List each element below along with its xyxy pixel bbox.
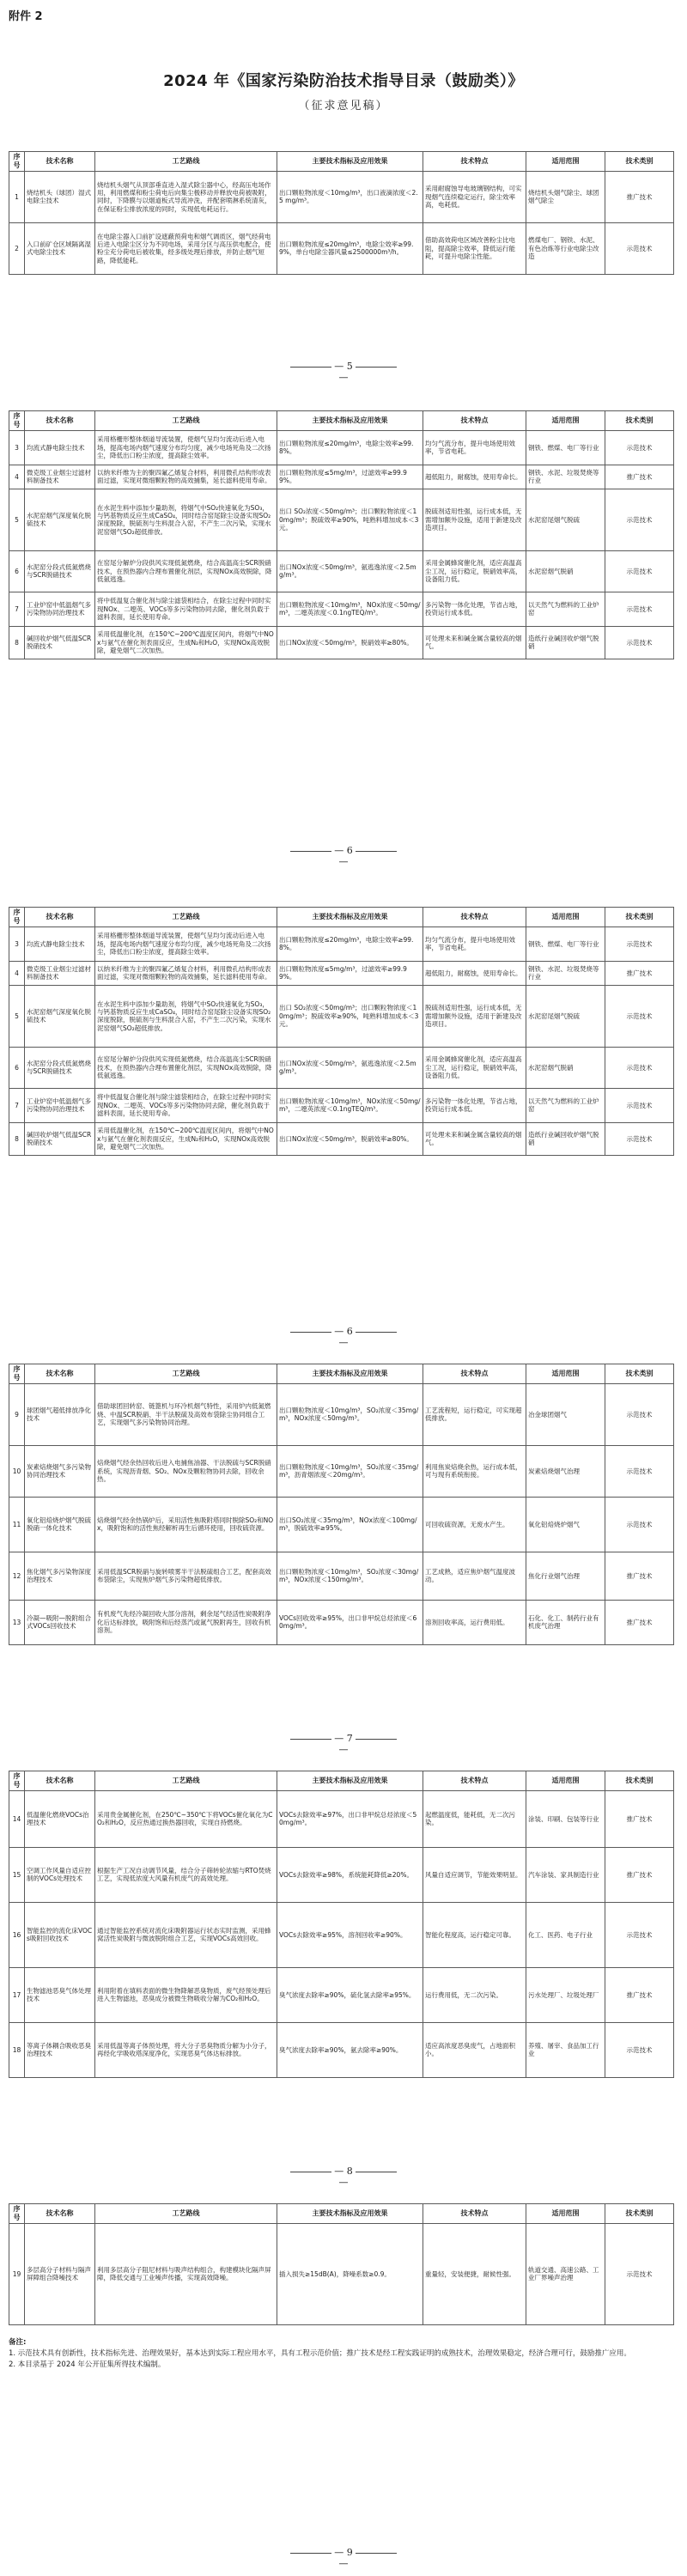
table-row [9, 1047, 674, 1088]
col-header-effect: 主要技术指标及应用效果 [277, 1364, 423, 1384]
cell-name: 智能监控的流化床VOCs吸附回收技术 [25, 1902, 95, 1967]
cell-features: 适应高浓度恶臭废气，占地面积小。 [423, 2022, 526, 2077]
page-number-separator [0, 361, 687, 383]
cell-category: 示范技术 [605, 626, 674, 659]
col-header-scope: 适用范围 [526, 1771, 605, 1791]
cell-process: 采用低温催化剂，在150℃~200℃温度区间内，将烟气中NOx与氨气在催化剂表面反应，生成N₂和H₂O，实现NOx高效脱除，避免烟气二次加热。 [95, 1122, 277, 1155]
page-number: — 8 — [334, 2166, 353, 2188]
cell-process: 有机废气先经冷凝回收大部分溶剂，剩余尾气经活性炭吸附净化后达标排放，吸附饱和后经蒸汽或氮气脱附再生，回收有机溶剂。 [95, 1600, 277, 1644]
cell-name: 微克级工业烟尘过滤材料制备技术 [25, 465, 95, 489]
cell-name: 冷凝—吸附—脱附组合式VOCs回收技术 [25, 1600, 95, 1644]
col-header-scope: 适用范围 [526, 2204, 605, 2224]
cell-category: 示范技术 [605, 1122, 674, 1155]
cell-no: 3 [9, 430, 25, 465]
cell-scope: 水泥窑尾烟气脱硫 [526, 489, 605, 550]
col-header-process: 工艺路线 [95, 2204, 277, 2224]
table-block-2 [9, 410, 673, 659]
cell-no: 4 [9, 465, 25, 489]
cell-scope: 钢铁、水泥、垃圾焚烧等行业 [526, 465, 605, 489]
cell-name: 生物滤池恶臭气体处理技术 [25, 1967, 95, 2022]
cell-no: 9 [9, 1383, 25, 1445]
cell-no: 19 [9, 2223, 25, 2324]
cell-features: 运行费用低，无二次污染。 [423, 1967, 526, 2022]
cell-scope: 涂装、印刷、包装等行业 [526, 1790, 605, 1847]
cell-effect: 出口NOx浓度＜50mg/m³，脱硝效率≥80%。 [277, 1122, 423, 1155]
cell-name: 微克级工业烟尘过滤材料制备技术 [25, 961, 95, 985]
cell-effect: 出口 SO₂浓度＜50mg/m³；出口颗粒物浓度＜10mg/m³；脱硫效率≥90%，吨熟料增加成本＜3元。 [277, 985, 423, 1047]
col-header-features: 技术特点 [423, 908, 526, 927]
cell-no: 15 [9, 1847, 25, 1902]
col-header-category: 技术类别 [605, 411, 674, 431]
cell-category: 推广技术 [605, 1600, 674, 1644]
cell-scope: 以天然气为燃料的工业炉窑 [526, 592, 605, 626]
cell-effect: 出口 SO₂浓度＜50mg/m³；出口颗粒物浓度＜10mg/m³；脱硫效率≥90%，吨熟料增加成本＜3元。 [277, 489, 423, 550]
cell-scope: 汽车涂装、家具制造行业 [526, 1847, 605, 1902]
cell-scope: 氧化铝焙烧炉烟气 [526, 1497, 605, 1552]
cell-no: 8 [9, 1122, 25, 1155]
table-row [9, 2223, 674, 2324]
cell-no: 17 [9, 1967, 25, 2022]
cell-name: 碱回收炉烟气低温SCR脱硝技术 [25, 1122, 95, 1155]
col-header-scope: 适用范围 [526, 1364, 605, 1384]
cell-no: 7 [9, 592, 25, 626]
cell-effect: 出口SO₂浓度＜35mg/m³，NOx浓度＜100mg/m³，脱硫效率≥95%。 [277, 1497, 423, 1552]
cell-process: 烧结机头烟气从顶部垂直进入湿式除尘器中心，经高压电场作用，利用燃煤和粉尘荷电后向集尘极移动并释放电荷被吸附，同时，下降膜与以烟道板式导流冲洗，并配套喷淋系统清灰，在保证粉尘排放浓度的同时，实现低电耗运行。 [95, 171, 277, 222]
cell-no: 8 [9, 626, 25, 659]
cell-features: 可回收硫资源，无废水产生。 [423, 1497, 526, 1552]
page-number-separator [0, 2166, 687, 2188]
col-header-category: 技术类别 [605, 152, 674, 172]
page-number: — 5 — [334, 361, 353, 383]
cell-scope: 以天然气为燃料的工业炉窑 [526, 1088, 605, 1122]
cell-features: 智能化程度高，运行稳定可靠。 [423, 1902, 526, 1967]
cell-scope: 水泥窑烟气脱硝 [526, 550, 605, 592]
cell-scope: 钢铁、燃煤、电厂等行业 [526, 927, 605, 961]
table-row [9, 1967, 674, 2022]
cell-process: 借助球团回转窑、链篦机与环冷机烟气特性，采用炉内低氮燃烧、中温SCR脱硝、半干法脱硫及高效布袋除尘协同组合工艺，实现烟气多污染物协同治理。 [95, 1383, 277, 1445]
page-number: — 6 — [334, 845, 353, 867]
cell-scope: 造纸行业碱回收炉烟气脱硝 [526, 626, 605, 659]
cell-process: 焙烧烟气经余热锅炉后，采用活性焦吸附塔同时脱除SO₂和NOx，吸附饱和的活性焦经解析再生后循环使用，回收硫资源。 [95, 1497, 277, 1552]
cell-name: 碱回收炉烟气低温SCR脱硝技术 [25, 626, 95, 659]
cell-features: 超低阻力，耐腐蚀，使用寿命长。 [423, 465, 526, 489]
col-header-no: 序号 [9, 152, 25, 172]
cell-features: 超低阻力，耐腐蚀，使用寿命长。 [423, 961, 526, 985]
cell-name: 水泥窑分段式低氮燃烧与SCR脱硝技术 [25, 550, 95, 592]
table-row [9, 592, 674, 626]
table-header-row [9, 908, 674, 927]
cell-category: 示范技术 [605, 2022, 674, 2077]
table-row [9, 1552, 674, 1600]
table-block-3 [9, 907, 673, 1156]
table-row [9, 1790, 674, 1847]
table-row [9, 1445, 674, 1497]
cell-process: 利用多层高分子阻尼材料与吸声结构组合，构建模块化隔声屏障，降低交通与工业噪声传播，实现高效降噪。 [95, 2223, 277, 2324]
cell-process: 采用低温SCR脱硝与旋转喷雾半干法脱硫组合工艺，配套高效布袋除尘，实现焦炉烟气多污染物超低排放。 [95, 1552, 277, 1600]
cell-category: 示范技术 [605, 927, 674, 961]
table-row [9, 1497, 674, 1552]
cell-scope: 造纸行业碱回收炉烟气脱硝 [526, 1122, 605, 1155]
col-header-name: 技术名称 [25, 2204, 95, 2224]
cell-name: 多层高分子材料与隔声屏障组合降噪技术 [25, 2223, 95, 2324]
cell-name: 水泥窑分段式低氮燃烧与SCR脱硝技术 [25, 1047, 95, 1088]
col-header-process: 工艺路线 [95, 411, 277, 431]
cell-effect: VOCs去除效率≥95%，溶剂回收率≥90%。 [277, 1902, 423, 1967]
cell-scope: 水泥窑烟气脱硝 [526, 1047, 605, 1088]
cell-scope: 水泥窑尾烟气脱硫 [526, 985, 605, 1047]
cell-no: 2 [9, 222, 25, 274]
cell-category: 示范技术 [605, 1497, 674, 1552]
table-row [9, 430, 674, 465]
cell-process: 通过智能监控系统对流化床吸附器运行状态实时监测，采用蜂窝活性炭吸附与微波脱附组合工艺，实现VOCs高效回收。 [95, 1902, 277, 1967]
cell-category: 推广技术 [605, 465, 674, 489]
col-header-effect: 主要技术指标及应用效果 [277, 908, 423, 927]
cell-category: 示范技术 [605, 592, 674, 626]
cell-no: 6 [9, 550, 25, 592]
col-header-name: 技术名称 [25, 1364, 95, 1384]
cell-process: 根据生产工况自动调节风量，结合分子筛转轮浓缩与RTO焚烧工艺，实现低浓度大风量有机废气的高效处理。 [95, 1847, 277, 1902]
table-row [9, 961, 674, 985]
table-header-row [9, 1771, 674, 1791]
document-subtitle: （征求意见稿） [298, 100, 389, 112]
technology-table [9, 1364, 674, 1645]
cell-scope: 钢铁、水泥、垃圾焚烧等行业 [526, 961, 605, 985]
table-row [9, 1902, 674, 1967]
cell-category: 示范技术 [605, 489, 674, 550]
cell-process: 采用低温催化剂，在150℃~200℃温度区间内，将烟气中NOx与氨气在催化剂表面反应，生成N₂和H₂O，实现NOx高效脱除，避免烟气二次加热。 [95, 626, 277, 659]
cell-process: 将中低温复合催化剂与除尘滤袋相结合，在除尘过程中同时实现NOx、二噁英、VOCs等多污染物协同去除，催化剂负载于滤料表面，延长使用寿命。 [95, 592, 277, 626]
col-header-category: 技术类别 [605, 1771, 674, 1791]
technology-table [9, 907, 674, 1156]
cell-process: 在水泥生料中添加少量助剂，将烟气中SO₂快速氧化为SO₃，与钙基物质反应生成CaSO₄，同时结合窑尾除尘设备实现SO₂深度脱除，脱硫剂与生料混合入窑，不产生二次污染，实现水泥窑烟气SO₂超低排放。 [95, 985, 277, 1047]
cell-category: 示范技术 [605, 1902, 674, 1967]
document-header [0, 0, 687, 146]
cell-process: 在窑尾分解炉分段供风实现低氮燃烧，结合高温高尘SCR脱硝技术，在预热器内合理布置催化剂层，实现NOx高效脱除，降低氨逃逸。 [95, 1047, 277, 1088]
cell-features: 借助高效荷电区域改善粉尘比电阻，提高除尘效率，降低运行能耗，可提升电除尘性能。 [423, 222, 526, 274]
cell-scope: 烧结机头烟气除尘、球团烟气除尘 [526, 171, 605, 222]
col-header-name: 技术名称 [25, 1771, 95, 1791]
technology-table [9, 1771, 674, 2078]
cell-process: 采用贵金属催化剂，在250℃~350℃下将VOCs催化氧化为CO₂和H₂O，反应热通过换热器回收，实现自持燃烧。 [95, 1790, 277, 1847]
cell-features: 采用耐腐蚀导电玻璃钢结构，可实现烟气连续稳定运行，除尘效率高，电耗低。 [423, 171, 526, 222]
col-header-effect: 主要技术指标及应用效果 [277, 1771, 423, 1791]
table-block-1 [9, 151, 673, 275]
col-header-no: 序号 [9, 908, 25, 927]
cell-effect: VOCs回收效率≥95%，出口非甲烷总烃浓度＜60mg/m³。 [277, 1600, 423, 1644]
cell-name: 工业炉窑中低温烟气多污染物协同治理技术 [25, 1088, 95, 1122]
cell-no: 3 [9, 927, 25, 961]
cell-effect: 出口颗粒物浓度＜10mg/m³，出口液滴浓度＜2.5 mg/m³。 [277, 171, 423, 222]
cell-effect: 出口颗粒物浓度＜10mg/m³，SO₂浓度＜35mg/m³，NOx浓度＜50mg/m³。 [277, 1383, 423, 1445]
cell-effect: 出口NOx浓度＜50mg/m³，氨逃逸浓度＜2.5mg/m³。 [277, 1047, 423, 1088]
table-row [9, 1847, 674, 1902]
cell-no: 13 [9, 1600, 25, 1644]
cell-category: 示范技术 [605, 222, 674, 274]
cell-name: 均流式静电除尘技术 [25, 927, 95, 961]
cell-effect: 臭气浓度去除率≥90%，氨去除率≥90%。 [277, 2022, 423, 2077]
col-header-process: 工艺路线 [95, 1364, 277, 1384]
table-row [9, 1122, 674, 1155]
cell-process: 在水泥生料中添加少量助剂，将烟气中SO₂快速氧化为SO₃，与钙基物质反应生成CaSO₄，同时结合窑尾除尘设备实现SO₂深度脱除，脱硫剂与生料混合入窑，不产生二次污染，实现水泥窑烟气SO₂超低排放。 [95, 489, 277, 550]
cell-no: 11 [9, 1497, 25, 1552]
cell-category: 示范技术 [605, 1383, 674, 1445]
cell-effect: VOCs去除效率≥97%，出口非甲烷总烃浓度＜50mg/m³。 [277, 1790, 423, 1847]
col-header-process: 工艺路线 [95, 1771, 277, 1791]
cell-name: 低温催化燃烧VOCs治理技术 [25, 1790, 95, 1847]
page-number-separator [0, 1733, 687, 1755]
col-header-process: 工艺路线 [95, 152, 277, 172]
cell-scope: 钢铁、燃煤、电厂等行业 [526, 430, 605, 465]
cell-features: 多污染物一体化处理，节省占地，投资运行成本低。 [423, 592, 526, 626]
col-header-category: 技术类别 [605, 1364, 674, 1384]
cell-name: 均流式静电除尘技术 [25, 430, 95, 465]
cell-name: 等离子体耦合吸收恶臭治理技术 [25, 2022, 95, 2077]
notes-line: 2. 本目录基于 2024 年公开征集所得技术编制。 [9, 2360, 166, 2370]
cell-effect: 插入损失≥15dB(A)，降噪系数≥0.9。 [277, 2223, 423, 2324]
table-row [9, 550, 674, 592]
col-header-category: 技术类别 [605, 2204, 674, 2224]
cell-no: 14 [9, 1790, 25, 1847]
cell-effect: 出口颗粒物浓度＜10mg/m³，NOx浓度＜50mg/m³，二噁英浓度＜0.1ngTEQ/m³。 [277, 1088, 423, 1122]
cell-no: 18 [9, 2022, 25, 2077]
cell-scope: 养殖、屠宰、食品加工行业 [526, 2022, 605, 2077]
cell-category: 推广技术 [605, 1790, 674, 1847]
table-row [9, 171, 674, 222]
table-row [9, 626, 674, 659]
table-header-row [9, 1364, 674, 1384]
cell-name: 焦化烟气多污染物深度治理技术 [25, 1552, 95, 1600]
table-row [9, 1600, 674, 1644]
cell-process: 在窑尾分解炉分段供风实现低氮燃烧，结合高温高尘SCR脱硝技术，在预热器内合理布置催化剂层，实现NOx高效脱除，降低氨逃逸。 [95, 550, 277, 592]
col-header-no: 序号 [9, 1771, 25, 1791]
cell-process: 焙烧烟气经余热回收后进入电捕焦油器、干法脱硫与SCR脱硝系统，实现沥青烟、SO₂、NOx及颗粒物协同去除，回收余热。 [95, 1445, 277, 1497]
col-header-name: 技术名称 [25, 411, 95, 431]
cell-category: 示范技术 [605, 550, 674, 592]
col-header-no: 序号 [9, 411, 25, 431]
col-header-effect: 主要技术指标及应用效果 [277, 2204, 423, 2224]
cell-name: 水泥窑烟气深度氧化脱硫技术 [25, 489, 95, 550]
cell-no: 7 [9, 1088, 25, 1122]
technology-table [9, 2203, 674, 2325]
cell-effect: 出口颗粒物浓度≤5mg/m³，过滤效率≥99.99%。 [277, 961, 423, 985]
cell-category: 示范技术 [605, 1088, 674, 1122]
table-row [9, 927, 674, 961]
cell-effect: 出口NOx浓度＜50mg/m³，脱硝效率≥80%。 [277, 626, 423, 659]
cell-no: 10 [9, 1445, 25, 1497]
page-number-separator [0, 2547, 687, 2569]
cell-effect: 出口颗粒物浓度≤20mg/m³，电除尘效率≥99.9%，单台电除尘器风量≤2500000m³/h。 [277, 222, 423, 274]
cell-process: 利用附着在填料表面的微生物降解恶臭物质，废气经预处理后进入生物滤池，恶臭成分被微生物吸收分解为CO₂和H₂O。 [95, 1967, 277, 2022]
cell-features: 起燃温度低，能耗低，无二次污染。 [423, 1790, 526, 1847]
cell-scope: 焦化行业烟气治理 [526, 1552, 605, 1600]
cell-name: 空调工作风量自适应控制的VOCs处理技术 [25, 1847, 95, 1902]
technology-table [9, 410, 674, 659]
cell-category: 示范技术 [605, 2223, 674, 2324]
table-header-row [9, 411, 674, 431]
cell-features: 溶剂回收率高，运行费用低。 [423, 1600, 526, 1644]
cell-name: 水泥窑烟气深度氧化脱硫技术 [25, 985, 95, 1047]
col-header-no: 序号 [9, 1364, 25, 1384]
col-header-effect: 主要技术指标及应用效果 [277, 152, 423, 172]
table-row [9, 489, 674, 550]
cell-no: 1 [9, 171, 25, 222]
page-number: — 6 — [334, 1326, 353, 1348]
cell-scope: 污水处理厂、垃圾处理厂 [526, 1967, 605, 2022]
cell-no: 12 [9, 1552, 25, 1600]
col-header-name: 技术名称 [25, 908, 95, 927]
cell-scope: 燃煤电厂、钢铁、水泥、有色冶炼等行业电除尘改造 [526, 222, 605, 274]
cell-effect: 出口颗粒物浓度≤20mg/m³，电除尘效率≥99.8%。 [277, 430, 423, 465]
cell-no: 5 [9, 489, 25, 550]
cell-effect: 出口NOx浓度＜50mg/m³，氨逃逸浓度＜2.5mg/m³。 [277, 550, 423, 592]
cell-category: 示范技术 [605, 430, 674, 465]
cell-effect: 出口颗粒物浓度≤20mg/m³，电除尘效率≥99.8%。 [277, 927, 423, 961]
table-block-5 [9, 1771, 673, 2078]
table-block-4 [9, 1364, 673, 1645]
page-number-separator [0, 845, 687, 867]
cell-features: 均匀气流分布，提升电场使用效率，节省电耗。 [423, 430, 526, 465]
cell-effect: 出口颗粒物浓度＜10mg/m³，NOx浓度＜50mg/m³，二噁英浓度＜0.1ngTEQ/m³。 [277, 592, 423, 626]
cell-category: 示范技术 [605, 1445, 674, 1497]
cell-name: 烧结机头（球团）湿式电除尘技术 [25, 171, 95, 222]
cell-category: 推广技术 [605, 1847, 674, 1902]
cell-no: 16 [9, 1902, 25, 1967]
cell-effect: VOCs去除效率≥98%，系统能耗降低≥20%。 [277, 1847, 423, 1902]
table-row [9, 1383, 674, 1445]
cell-scope: 炭素焙烧烟气治理 [526, 1445, 605, 1497]
page-number: — 9 — [334, 2547, 353, 2569]
cell-features: 利用焦炭焙烧余热，运行成本低，可与现有系统衔接。 [423, 1445, 526, 1497]
cell-name: 球团烟气超低排放净化技术 [25, 1383, 95, 1445]
table-row [9, 465, 674, 489]
cell-features: 可处理未来和碱金属含量较高的烟气。 [423, 1122, 526, 1155]
cell-category: 推广技术 [605, 1967, 674, 2022]
cell-scope: 石化、化工、制药行业有机废气治理 [526, 1600, 605, 1644]
page-number-separator [0, 1326, 687, 1348]
cell-effect: 臭气浓度去除率≥90%，硫化氢去除率≥95%。 [277, 1967, 423, 2022]
table-row [9, 985, 674, 1047]
cell-scope: 轨道交通、高速公路、工业厂界噪声治理 [526, 2223, 605, 2324]
cell-effect: 出口颗粒物浓度＜10mg/m³，SO₂浓度＜30mg/m³，NOx浓度＜150mg/m³。 [277, 1552, 423, 1600]
col-header-scope: 适用范围 [526, 411, 605, 431]
col-header-scope: 适用范围 [526, 908, 605, 927]
table-header-row [9, 2204, 674, 2224]
col-header-category: 技术类别 [605, 908, 674, 927]
cell-category: 示范技术 [605, 1047, 674, 1088]
cell-category: 推广技术 [605, 171, 674, 222]
cell-name: 氧化铝焙烧炉烟气脱硫脱硝一体化技术 [25, 1497, 95, 1552]
cell-features: 重量轻，安装便捷，耐候性强。 [423, 2223, 526, 2324]
table-block-6 [9, 2203, 673, 2325]
cell-process: 采用低温等离子体预处理，将大分子恶臭物质分解为小分子，再经化学吸收塔深度净化，实现恶臭气体达标排放。 [95, 2022, 277, 2077]
cell-scope: 化工、医药、电子行业 [526, 1902, 605, 1967]
cell-features: 采用金属蜂窝催化剂，适应高温高尘工况，运行稳定，脱硝效率高，设备阻力低。 [423, 550, 526, 592]
cell-features: 采用金属蜂窝催化剂，适应高温高尘工况，运行稳定，脱硝效率高，设备阻力低。 [423, 1047, 526, 1088]
document-title: 2024 年《国家污染防治技术指导目录（鼓励类）》 [163, 72, 524, 90]
cell-process: 以纳米纤维为主的聚四氟乙烯复合材料，利用微孔结构形成表面过滤，实现对微细颗粒物的高效捕集，延长滤料使用寿命。 [95, 465, 277, 489]
cell-name: 炭素焙烧烟气多污染物协同治理技术 [25, 1445, 95, 1497]
col-header-features: 技术特点 [423, 1771, 526, 1791]
notes-title: 备注: [9, 2338, 27, 2347]
cell-name: 工业炉窑中低温烟气多污染物协同治理技术 [25, 592, 95, 626]
col-header-features: 技术特点 [423, 411, 526, 431]
cell-category: 推广技术 [605, 961, 674, 985]
cell-features: 工艺成熟，适应焦炉烟气温度波动。 [423, 1552, 526, 1600]
notes-section [9, 2337, 678, 2372]
cell-effect: 出口颗粒物浓度≤5mg/m³，过滤效率≥99.99%。 [277, 465, 423, 489]
attachment-label: 附件 2 [9, 10, 43, 23]
col-header-scope: 适用范围 [526, 152, 605, 172]
cell-category: 示范技术 [605, 985, 674, 1047]
notes-line: 1. 示范技术具有创新性，技术指标先进、治理效果好，基本达到实际工程应用水平，具有工程示范价值；推广技术是经工程实践证明的成熟技术，治理效果稳定，经济合理可行，鼓励推广应用。 [9, 2349, 631, 2359]
cell-features: 风量自适应调节，节能效果明显。 [423, 1847, 526, 1902]
table-header-row [9, 152, 674, 172]
cell-no: 5 [9, 985, 25, 1047]
cell-features: 可处理未来和碱金属含量较高的烟气。 [423, 626, 526, 659]
cell-process: 将中低温复合催化剂与除尘滤袋相结合，在除尘过程中同时实现NOx、二噁英、VOCs等多污染物协同去除，催化剂负载于滤料表面，延长使用寿命。 [95, 1088, 277, 1122]
cell-no: 6 [9, 1047, 25, 1088]
cell-scope: 冶金球团烟气 [526, 1383, 605, 1445]
cell-features: 多污染物一体化处理，节省占地，投资运行成本低。 [423, 1088, 526, 1122]
cell-features: 脱硫剂适用性强，运行成本低，无需增加额外设施，适用于新建及改造项目。 [423, 489, 526, 550]
table-row [9, 2022, 674, 2077]
page-number: — 7 — [334, 1733, 353, 1755]
technology-table [9, 151, 674, 275]
col-header-effect: 主要技术指标及应用效果 [277, 411, 423, 431]
col-header-features: 技术特点 [423, 152, 526, 172]
cell-process: 在电除尘器入口前扩设遮蔽预荷电和烟气调质区，烟气经荷电后进入电除尘区分为不同电场，采用分区与高压供电配合，使粉尘充分荷电后被收集，经多级处理后排放，并防止烟气短路，降低能耗。 [95, 222, 277, 274]
cell-process: 采用格栅形整体烟道导流装置，使烟气呈均匀流动后进入电场，提高电场内烟气速度分布均匀度，减少电场死角及二次扬尘，降低出口粉尘浓度，提高除尘效率。 [95, 927, 277, 961]
col-header-name: 技术名称 [25, 152, 95, 172]
cell-features: 脱硫剂适用性强，运行成本低，无需增加额外设施，适用于新建及改造项目。 [423, 985, 526, 1047]
cell-effect: 出口颗粒物浓度＜10mg/m³，SO₂浓度＜35mg/m³，沥青烟浓度＜20mg/m³。 [277, 1445, 423, 1497]
cell-category: 推广技术 [605, 1552, 674, 1600]
table-row [9, 222, 674, 274]
cell-features: 工艺流程短，运行稳定，可实现超低排放。 [423, 1383, 526, 1445]
cell-name: 入口前矿仓区域隔离湿式电除尘技术 [25, 222, 95, 274]
cell-process: 以纳米纤维为主的聚四氟乙烯复合材料，利用微孔结构形成表面过滤，实现对微细颗粒物的高效捕集，延长滤料使用寿命。 [95, 961, 277, 985]
col-header-no: 序号 [9, 2204, 25, 2224]
cell-features: 均匀气流分布，提升电场使用效率，节省电耗。 [423, 927, 526, 961]
col-header-features: 技术特点 [423, 2204, 526, 2224]
cell-no: 4 [9, 961, 25, 985]
table-row [9, 1088, 674, 1122]
col-header-process: 工艺路线 [95, 908, 277, 927]
cell-process: 采用格栅形整体烟道导流装置，使烟气呈均匀流动后进入电场，提高电场内烟气速度分布均匀度，减少电场死角及二次扬尘，降低出口粉尘浓度，提高除尘效率。 [95, 430, 277, 465]
col-header-features: 技术特点 [423, 1364, 526, 1384]
